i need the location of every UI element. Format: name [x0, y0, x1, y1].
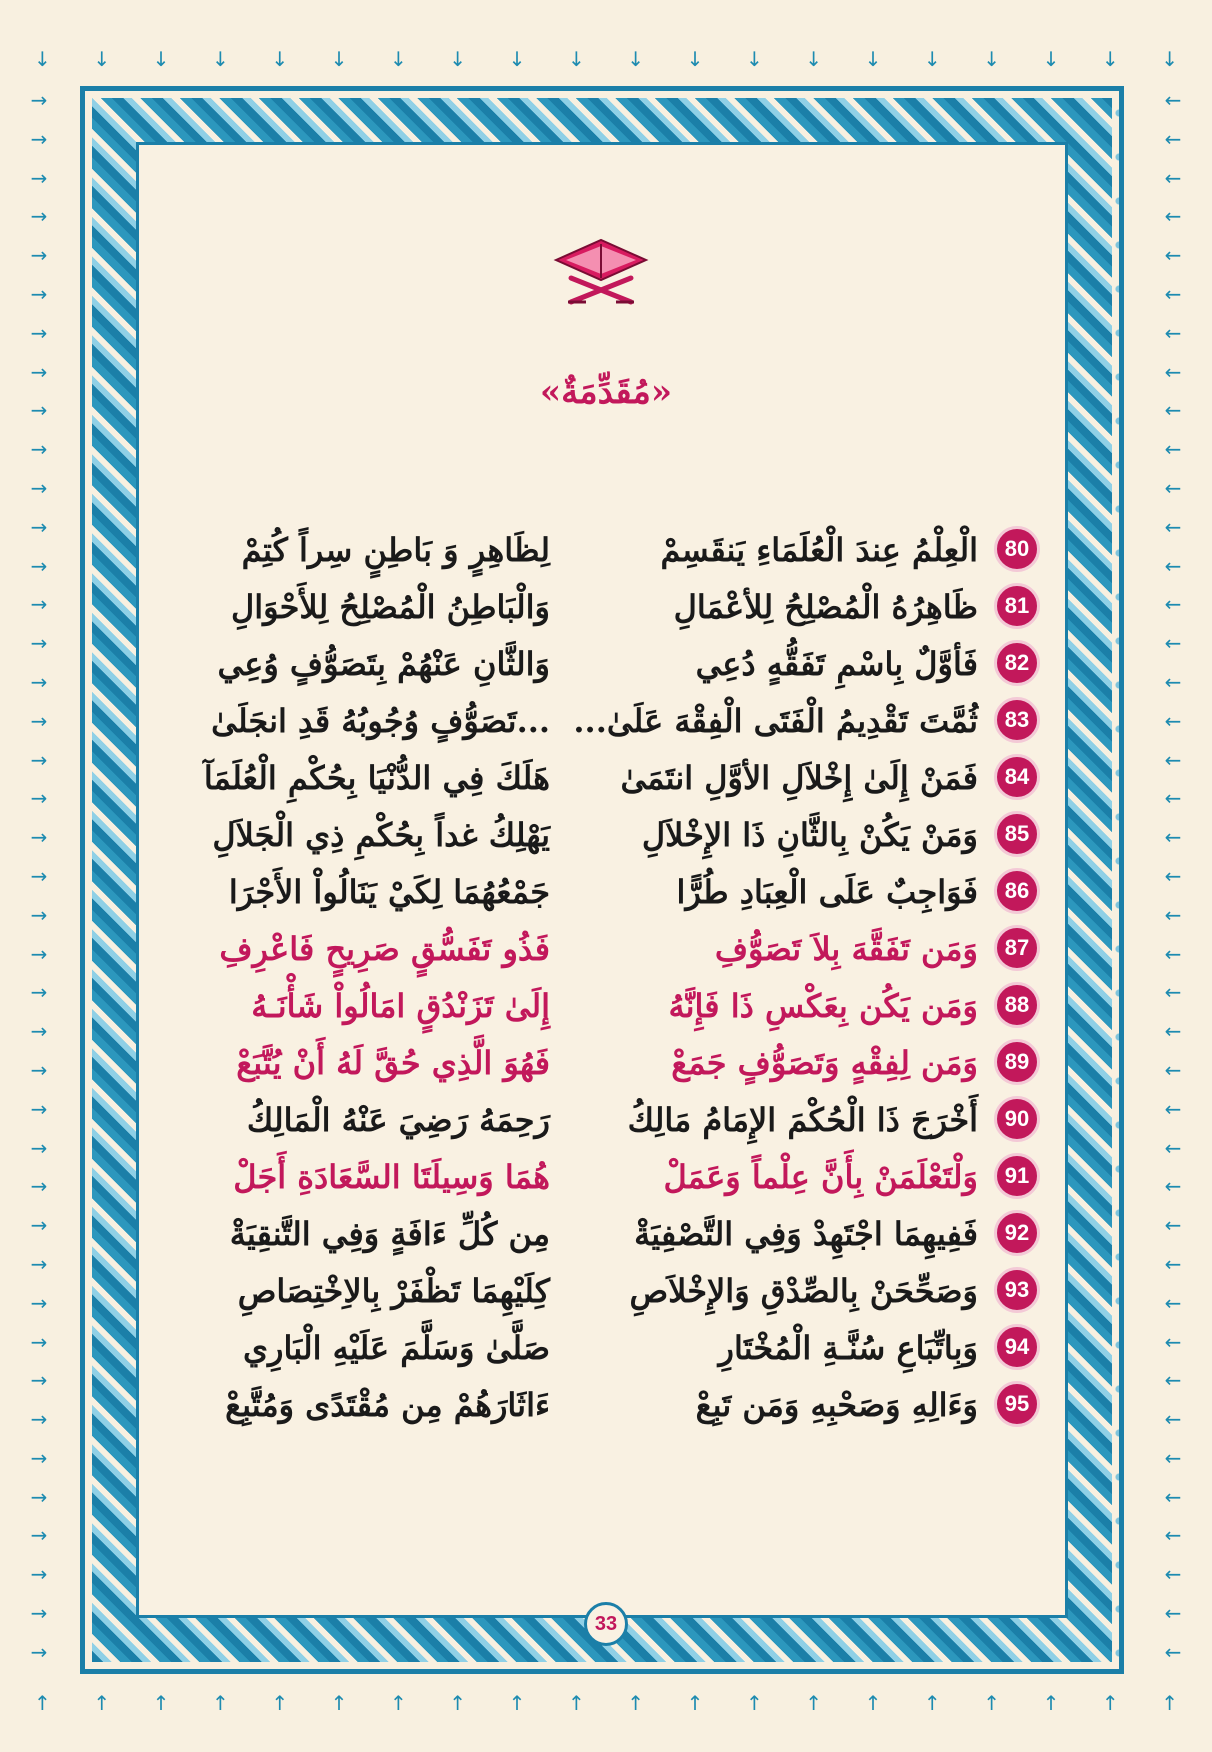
- verse-row: [160, 1375, 1040, 1435]
- verse-number-badge: 95: [994, 1381, 1040, 1427]
- verse-second-hemistich: ءَاثَارَهُمْ مِن مُقْتَدًى وَمُتَّبِعْ: [225, 1386, 550, 1424]
- verse-number-badge: 84: [994, 754, 1040, 800]
- verse-second-hemistich: صَلَّىٰ وَسَلَّمَ عَلَيْهِ الْبَارِي: [242, 1329, 550, 1367]
- verse-second-hemistich: وَالْبَاطِنُ الْمُصْلِحُ لِلأَحْوَالِ: [230, 588, 550, 626]
- verse-second-hemistich: إِلَىٰ تَزَنْدُقٍ امَالُواْ شَأْنَـهُ: [251, 987, 550, 1025]
- verse-number-badge: 88: [994, 982, 1040, 1028]
- verse-second-hemistich: جَمْعُهُمَا لِكَيْ يَنَالُواْ الأَجْرَا: [228, 873, 550, 911]
- verse-number-badge: 81: [994, 583, 1040, 629]
- verse-row: [160, 976, 1040, 1036]
- verse-row: [160, 634, 1040, 694]
- verse-number-badge: 85: [994, 811, 1040, 857]
- quran-stand-icon: [546, 230, 656, 310]
- verse-first-hemistich: فَفِيهِمَا اجْتَهِدْ وَفِي التَّصْفِيَةْ: [634, 1215, 978, 1253]
- verse-number-badge: 93: [994, 1267, 1040, 1313]
- verse-first-hemistich: وَمَن تَفَقَّهَ بِلاَ تَصَوُّفِ: [714, 930, 978, 968]
- verse-row: [160, 577, 1040, 637]
- verse-first-hemistich: الْعِلْمُ عِندَ الْعُلَمَاءِ يَنقَسِمْ: [660, 531, 978, 569]
- verse-row: [160, 1261, 1040, 1321]
- verse-first-hemistich: وَبِاتِّبَاعِ سُنَّـةِ الْمُخْتَارِ: [718, 1329, 978, 1367]
- verse-first-hemistich: وَصَحِّحَنْ بِالصِّدْقِ وَالإِخْلاَصِ: [629, 1272, 978, 1310]
- verse-row: [160, 862, 1040, 922]
- verse-first-hemistich: وَمَنْ يَكُنْ بِالثَّانِ ذَا الإِخْلاَلِ: [641, 816, 978, 854]
- verse-row: [160, 748, 1040, 808]
- verse-number-badge: 89: [994, 1039, 1040, 1085]
- verse-row: [160, 919, 1040, 979]
- verse-row: [160, 805, 1040, 865]
- verse-number-badge: 80: [994, 526, 1040, 572]
- verse-row: [160, 691, 1040, 751]
- verse-second-hemistich: كِلَيْهِمَا تَظْفَرْ بِالاِخْتِصَاصِ: [237, 1272, 550, 1310]
- bottom-arrow-border: ↑ ↑ ↑ ↑ ↑ ↑ ↑ ↑ ↑ ↑ ↑ ↑ ↑ ↑ ↑ ↑ ↑ ↑ ↑ ↑: [34, 1691, 1178, 1715]
- page-number: 33: [584, 1602, 628, 1646]
- verse-first-hemistich: وَءَالِهِ وَصَحْبِهِ وَمَن تَبِعْ: [695, 1386, 978, 1424]
- right-arrow-border: ← ← ← ← ← ← ← ← ← ← ← ← ← ← ← ← ← ← ← ← ← ← ← ← ← ← ← ← ← ← ← ← ← ← ← ← ← ← ← ← ←: [1164, 88, 1182, 1664]
- verse-second-hemistich: ...تَصَوُّفٍ وُجُوبُهُ قَدِ انجَلَىٰ: [211, 702, 550, 740]
- verse-first-hemistich: فَأوَّلٌ بِاسْمِ تَفَقُّهٍ دُعِي: [695, 645, 978, 683]
- verse-row: [160, 1090, 1040, 1150]
- verse-row: [160, 520, 1040, 580]
- verse-second-hemistich: لِظَاهِرٍ وَ بَاطِنٍ سِراً كُتِمْ: [241, 531, 550, 569]
- verse-second-hemistich: فَذُو تَفَسُّقٍ صَرِيحٍ فَاعْرِفِ: [219, 930, 550, 968]
- verse-second-hemistich: مِن كُلِّ ءَافَةٍ وَفِي التَّنقِيَةْ: [229, 1215, 550, 1253]
- verse-first-hemistich: أَخْرَجَ ذَا الْحُكْمَ الإِمَامُ مَالِكُ: [627, 1101, 978, 1139]
- verse-first-hemistich: فَوَاجِبٌ عَلَى الْعِبَادِ طُرًّا: [676, 873, 978, 911]
- verse-first-hemistich: ثُمَّتَ تَقْدِيمُ الْفَتَى الْفِقْهَ عَلَىٰ...: [573, 702, 978, 740]
- top-arrow-border: ↓ ↓ ↓ ↓ ↓ ↓ ↓ ↓ ↓ ↓ ↓ ↓ ↓ ↓ ↓ ↓ ↓ ↓ ↓ ↓: [34, 47, 1178, 71]
- verse-row: [160, 1204, 1040, 1264]
- verse-row: [160, 1318, 1040, 1378]
- verse-number-badge: 82: [994, 640, 1040, 686]
- verse-number-badge: 90: [994, 1096, 1040, 1142]
- verse-second-hemistich: رَحِمَهُ رَضِيَ عَنْهُ الْمَالِكُ: [246, 1101, 550, 1139]
- verse-first-hemistich: فَمَنْ إِلَىٰ إِخْلاَلِ الأوَّلِ انتَمَىٰ: [620, 759, 978, 797]
- left-arrow-border: → → → → → → → → → → → → → → → → → → → → → → → → → → → → → → → → → → → → → → → → →: [30, 88, 48, 1664]
- verse-first-hemistich: وَمَن لِفِقْهٍ وَتَصَوُّفٍ جَمَعْ: [671, 1044, 978, 1082]
- verse-number-badge: 87: [994, 925, 1040, 971]
- page-title: «مُقَدِّمَةٌ»: [539, 372, 673, 412]
- verse-row: [160, 1033, 1040, 1093]
- verse-second-hemistich: فَهُوَ الَّذِي حُقَّ لَهُ أَنْ يُتَّبَعْ: [236, 1044, 550, 1082]
- verse-first-hemistich: وَمَن يَكُن بِعَكْسِ ذَا فَإِنَّهُ: [668, 987, 978, 1025]
- verse-number-badge: 86: [994, 868, 1040, 914]
- verse-row: [160, 1147, 1040, 1207]
- verse-number-badge: 94: [994, 1324, 1040, 1370]
- verse-number-badge: 92: [994, 1210, 1040, 1256]
- verse-second-hemistich: هُمَا وَسِيلَتَا السَّعَادَةِ أَجَلْ: [233, 1158, 550, 1196]
- verse-second-hemistich: وَالثَّانِ عَنْهُمْ بِتَصَوُّفٍ وُعِي: [217, 645, 550, 683]
- verse-first-hemistich: ظَاهِرُهُ الْمُصْلِحُ لِلأعْمَالِ: [673, 588, 978, 626]
- verse-number-badge: 91: [994, 1153, 1040, 1199]
- verse-second-hemistich: هَلَكَ فِي الدُّنْيَا بِحُكْمِ الْعُلَمَآ: [203, 759, 550, 797]
- verse-number-badge: 83: [994, 697, 1040, 743]
- verse-first-hemistich: وَلْتَعْلَمَنْ بِأَنَّ عِلْماً وَعَمَلْ: [663, 1158, 978, 1196]
- verse-second-hemistich: يَهْلِكُ غداً بِحُكْمِ ذِي الْجَلاَلِ: [212, 816, 550, 854]
